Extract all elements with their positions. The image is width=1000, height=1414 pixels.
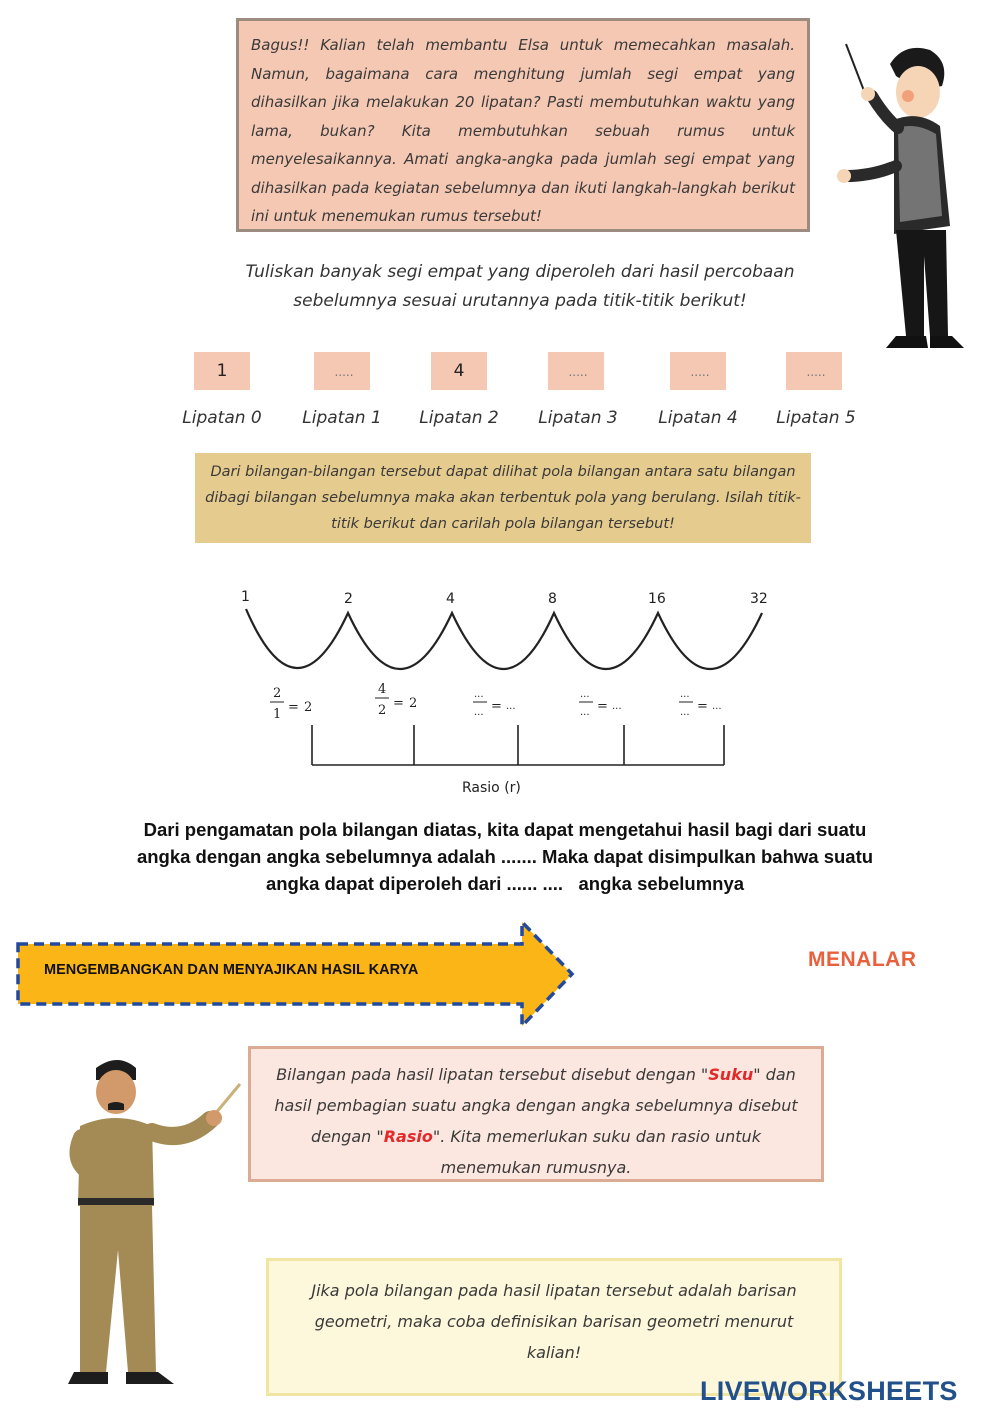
conclusion-line-3a: angka dapat diperoleh dari bbox=[265, 873, 502, 894]
ratio-5-eq: = bbox=[697, 699, 708, 714]
conclusion-line-1: Dari pengamatan pola bilangan diatas, kita dapat mengetahui hasil bagi dari suatu bbox=[143, 819, 867, 840]
instruction-line-2: sebelumnya sesuai urutannya pada titik-titik berikut! bbox=[293, 291, 747, 311]
ratio-3-eq: = bbox=[491, 699, 502, 714]
section-title: MENGEMBANGKAN DAN MENYAJIKAN HASIL KARYA bbox=[44, 962, 419, 978]
instruction-line-1: Tuliskan banyak segi empat yang diperoleh dari hasil percobaan bbox=[245, 262, 795, 282]
term-rasio: Rasio bbox=[383, 1127, 433, 1146]
ratio-answer-blank[interactable]: ....... bbox=[500, 846, 537, 867]
pattern-instruction-box bbox=[195, 453, 811, 543]
ratio-3-den: ... bbox=[474, 707, 484, 718]
conclusion-line-3b: angka sebelumnya bbox=[578, 873, 745, 894]
fold-1-input-box[interactable] bbox=[314, 352, 370, 390]
fold-2-label: Lipatan 2 bbox=[419, 408, 499, 428]
rasio-caption: Rasio (r) bbox=[462, 780, 521, 796]
fold-0-value: 1 bbox=[194, 352, 250, 390]
ratio-4-eq: = bbox=[597, 699, 608, 714]
conclusion-text bbox=[40, 816, 970, 897]
ratio-5-result: ... bbox=[712, 701, 722, 712]
ratio-4-result: ... bbox=[612, 701, 622, 712]
ratio-1-eq: = bbox=[288, 700, 299, 715]
liveworksheets-logo: LIVEWORKSHEETS bbox=[700, 1376, 958, 1406]
teacher-illustration bbox=[832, 36, 972, 356]
conclusion-line-2a: angka dengan angka sebelumnya adalah bbox=[136, 846, 496, 867]
term-1: 1 bbox=[241, 589, 250, 605]
teacher-khaki-illustration bbox=[60, 1050, 260, 1392]
intro-text-box bbox=[236, 18, 810, 232]
fold-3-input[interactable] bbox=[548, 352, 608, 392]
fold-3-input-box[interactable] bbox=[548, 352, 604, 390]
question-text: Jika pola bilangan pada hasil lipatan tersebut adalah barisan geometri, maka coba definisikan barisan geometri menurut kalian! bbox=[311, 1281, 797, 1362]
ratio-5-den: ... bbox=[680, 707, 690, 718]
factor-answer-blank[interactable]: .... bbox=[542, 873, 564, 894]
teacher-face bbox=[896, 66, 940, 118]
pointer-stick bbox=[846, 44, 866, 96]
ratio-1-den: 1 bbox=[273, 707, 282, 722]
pattern-instruction-text: Dari bilangan-bilangan tersebut dapat dilihat pola bilangan antara satu bilangan dibagi bilangan sebelumnya maka akan terbentuk pola yang berulang. Isilah titik-titik berikut dan carilah pola bilangan tersebut! bbox=[205, 464, 801, 532]
fold-5-input-box[interactable] bbox=[786, 352, 842, 390]
ratio-4-num: ... bbox=[580, 689, 590, 700]
fold-4-label: Lipatan 4 bbox=[658, 408, 738, 428]
definition-part-2: " dan hasil pembagian suatu angka dengan angka sebelumnya disebut dengan " bbox=[274, 1065, 798, 1146]
ratio-1-result: 2 bbox=[304, 700, 313, 715]
fold-1-input[interactable] bbox=[314, 352, 374, 392]
ratio-2-den: 2 bbox=[378, 703, 387, 718]
definition-part-3: ". Kita memerlukan suku dan rasio untuk menemukan rumusnya. bbox=[432, 1127, 761, 1177]
term-6: 32 bbox=[750, 591, 768, 607]
operation-answer-blank[interactable]: ...... bbox=[506, 873, 538, 894]
ratio-3-num: ... bbox=[474, 689, 484, 700]
wave-arcs bbox=[246, 609, 762, 669]
menalar-label: MENALAR bbox=[808, 948, 917, 971]
term-3: 4 bbox=[446, 591, 455, 607]
definition-box bbox=[248, 1046, 824, 1182]
fold-5-input[interactable] bbox=[786, 352, 846, 392]
ratio-5-num: ... bbox=[680, 689, 690, 700]
ratio-diagram bbox=[230, 585, 790, 800]
instruction bbox=[190, 258, 850, 316]
term-5: 16 bbox=[648, 591, 666, 607]
fold-4-input-box[interactable] bbox=[670, 352, 726, 390]
fold-0-label: Lipatan 0 bbox=[182, 408, 262, 428]
fold-2-value: 4 bbox=[431, 352, 487, 390]
rasio-bracket bbox=[312, 725, 724, 765]
conclusion-line-2b: Maka dapat disimpulkan bahwa suatu bbox=[542, 846, 874, 867]
fold-4-input[interactable] bbox=[670, 352, 730, 392]
ratio-2-num: 4 bbox=[378, 682, 387, 697]
ratio-2-eq: = bbox=[393, 696, 404, 711]
ratio-4-den: ... bbox=[580, 707, 590, 718]
fold-3-label: Lipatan 3 bbox=[538, 408, 618, 428]
term-suku: Suku bbox=[708, 1065, 754, 1084]
ratio-2-result: 2 bbox=[409, 696, 418, 711]
term-2: 2 bbox=[344, 591, 353, 607]
fold-5-label: Lipatan 5 bbox=[776, 408, 856, 428]
fold-1-label: Lipatan 1 bbox=[302, 408, 382, 428]
intro-text: Bagus!! Kalian telah membantu Elsa untuk memecahkan masalah. Namun, bagaimana cara menghitung jumlah segi empat yang dihasilkan jika melakukan 20 lipatan? Pasti membutuhkan waktu yang lama, bukan? Kita membutuhkan sebuah rumus untuk menyelesaikannya. Amati angka-angka pada jumlah segi empat yang dihasilkan pada kegiatan sebelumnya dan ikuti langkah-langkah berikut ini untuk menemukan rumus tersebut! bbox=[251, 36, 795, 225]
term-4: 8 bbox=[548, 591, 557, 607]
ratio-1-num: 2 bbox=[273, 686, 282, 701]
ratio-3-result: ... bbox=[506, 701, 516, 712]
definition-part-1: Bilangan pada hasil lipatan tersebut disebut dengan " bbox=[276, 1065, 709, 1084]
